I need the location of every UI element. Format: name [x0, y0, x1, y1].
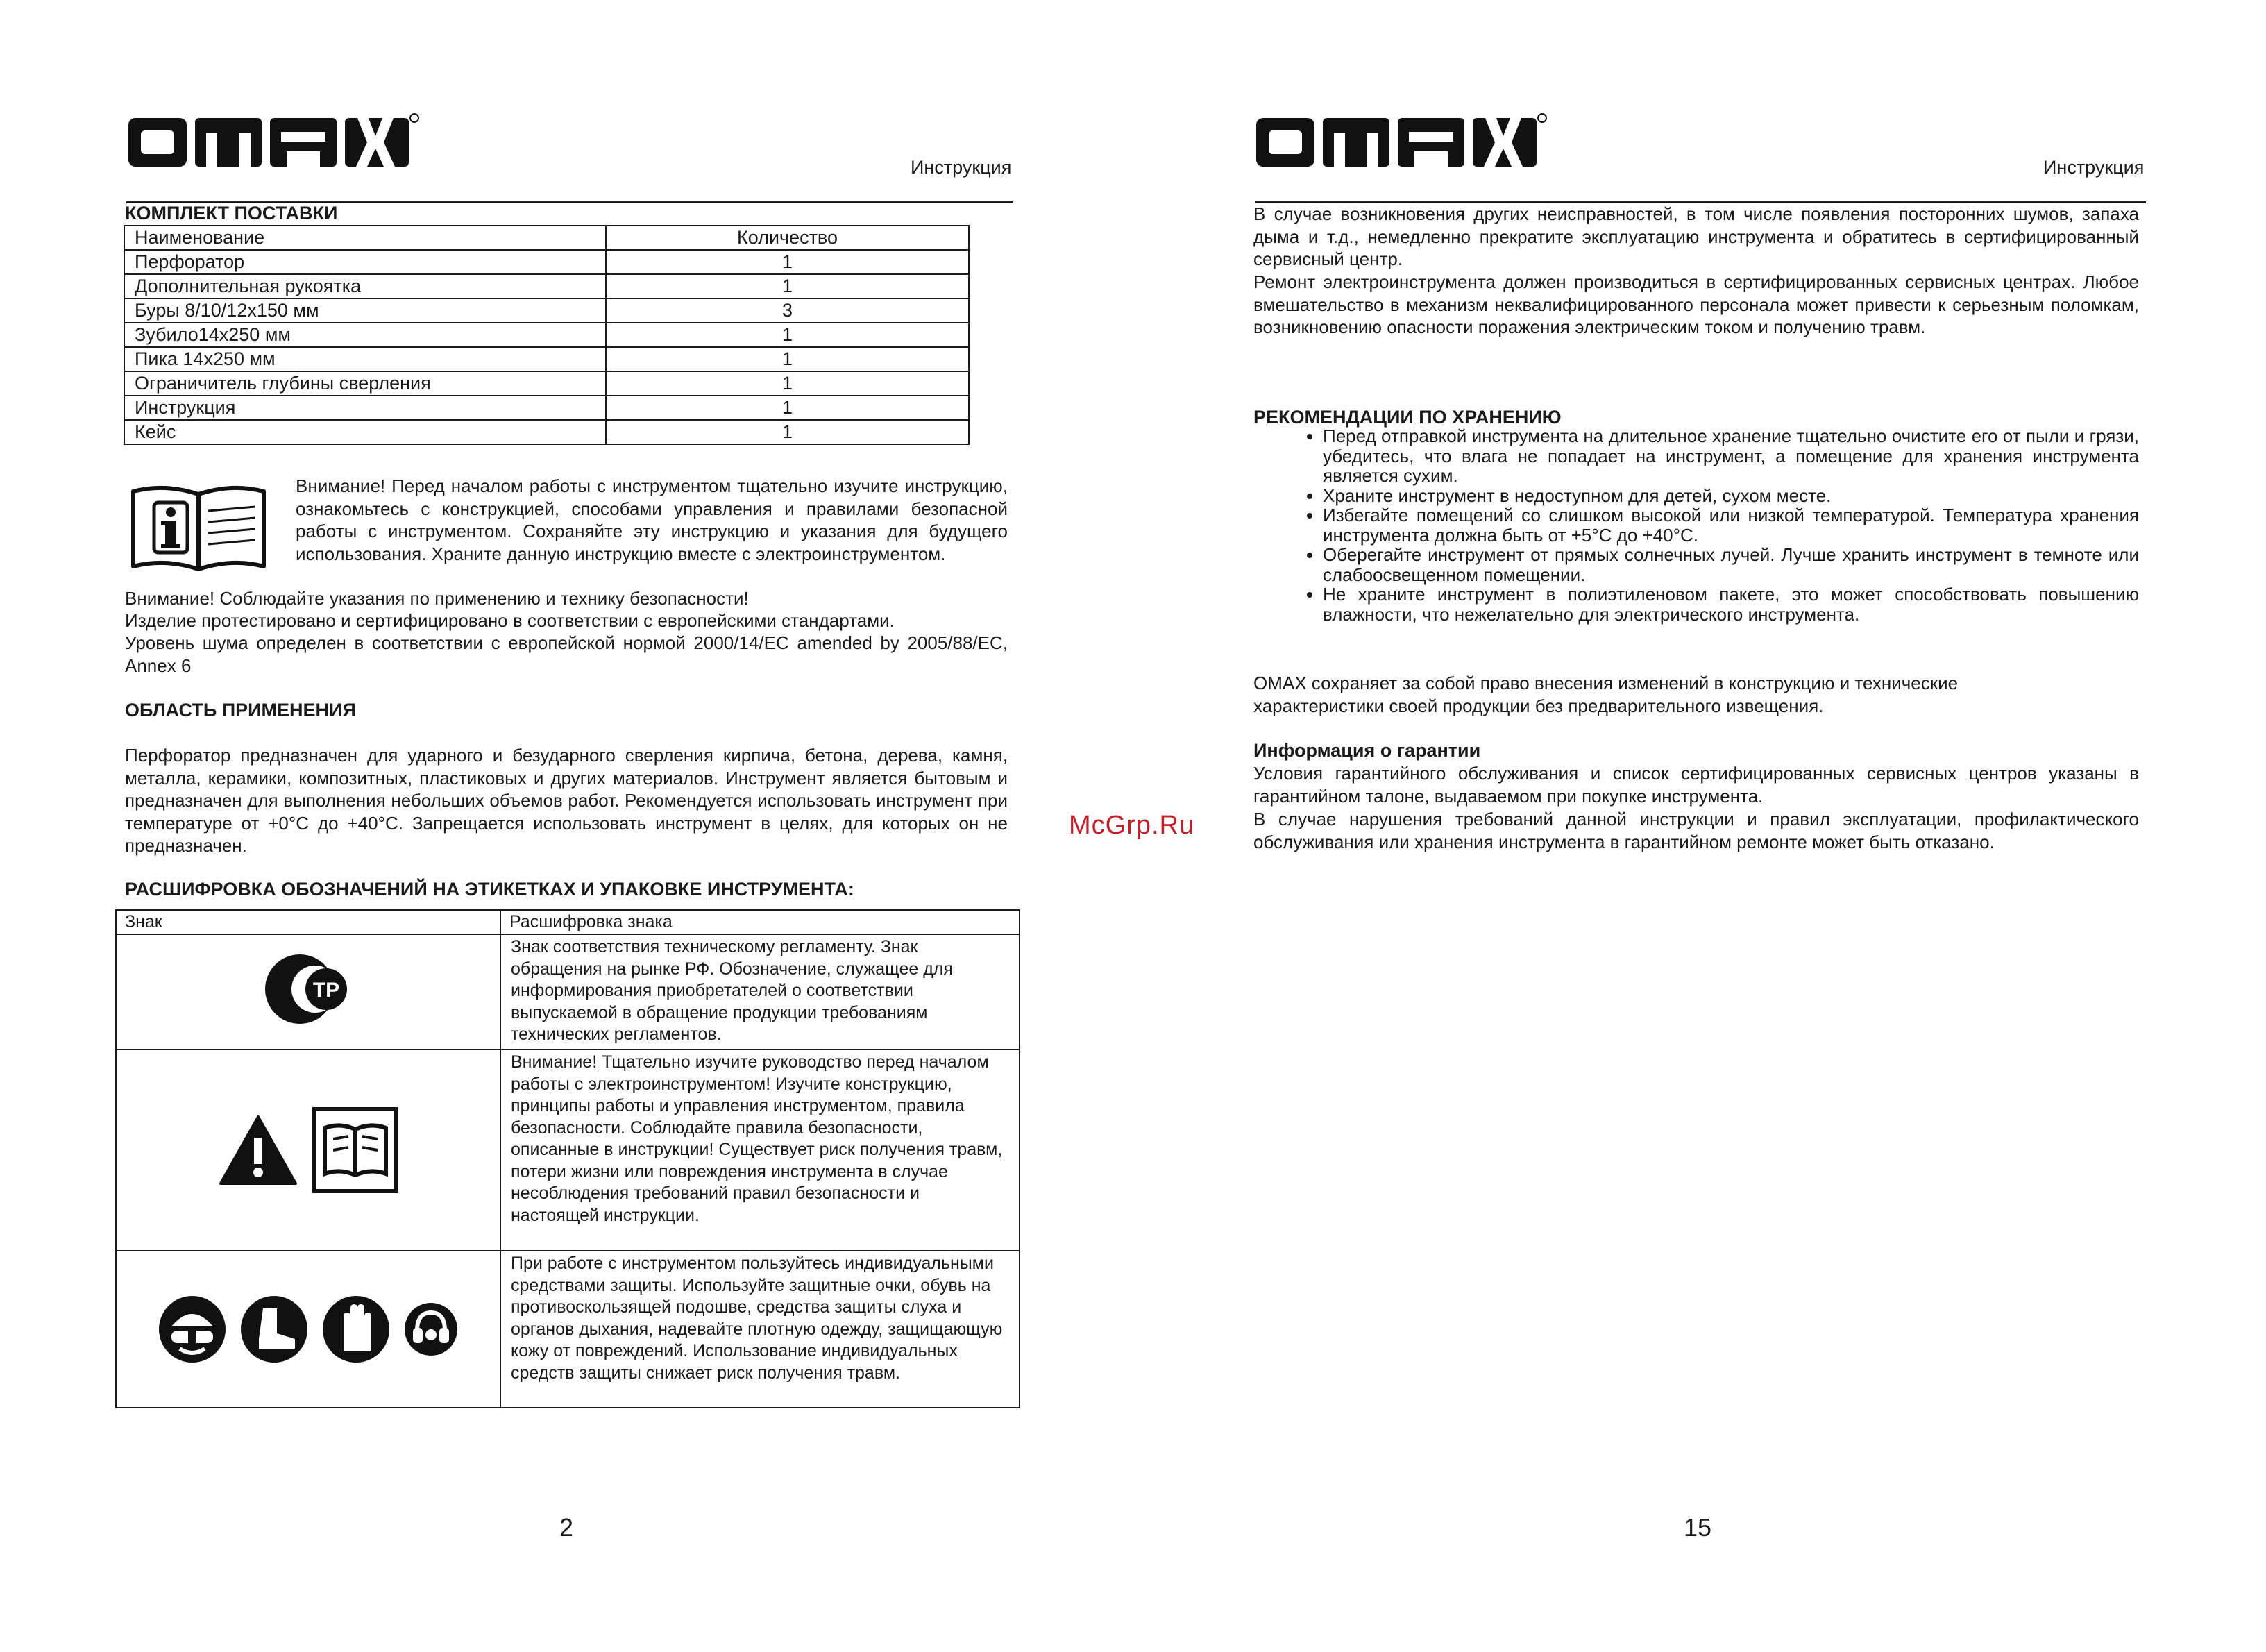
- labels-table: [115, 909, 1020, 1408]
- rights-text: OMAX сохраняет за собой право внесения изменений в конструкцию и технические характеристики своей продукции без предварительного извещения.: [1253, 673, 1959, 716]
- attention-line-1: Внимание! Соблюдайте указания по применению и технику безопасности!: [125, 588, 749, 609]
- faults-text: В случае возникновения других неисправностей, в том числе появления посторонних шумов, запаха дыма и т.д., немедленно прекратите эксплуатацию инструмента и обратитесь в сертифицированный сервисный центр.: [1253, 203, 2139, 269]
- read-manual-icon: [312, 1107, 398, 1193]
- storage-item: • Избегайте помещений со слишком высокой или низкой температурой. Температура хранения инструмента должна быть от +5°С до +40°С.: [1323, 505, 2139, 545]
- kit-row: [124, 323, 969, 347]
- repair-text: Ремонт электроинструмента должен производиться в сертифицированных сервисных центрах. Любое вмешательство в механизм неквалифицированного персонала может привести к серьезным поломкам, возникновению опасности поражения электрическим током и получению травм.: [1253, 271, 2139, 337]
- warranty-text-2: В случае нарушения требований данной инструкции и правил эксплуатации, профилактического обслуживания или хранения инструмента в гарантийном ремонте может быть отказано.: [1253, 809, 2139, 852]
- kit-row: [124, 274, 969, 298]
- ear-protection-icon: [402, 1300, 460, 1358]
- kit-item-qty: 1: [606, 420, 969, 444]
- safety-boot-icon: [238, 1293, 310, 1365]
- scope-title: ОБЛАСТЬ ПРИМЕНЕНИЯ: [125, 700, 356, 720]
- omax-logo: [128, 112, 420, 171]
- storage-list: [1253, 426, 2139, 624]
- kit-header-qty: Количество: [606, 226, 969, 250]
- scope-text: Перфоратор предназначен для ударного и безударного сверления кирпича, бетона, дерева, камня, металла, керамики, композитных, пластиковых и других материалов. Инструмент является бытовым и предназначен для выполнения небольших объемов работ. Рекомендуется использовать инструмент при температуре от +0°С до +40°С. Запрещается использовать инструмент в целях, для которых он не предназначен.: [125, 745, 1008, 856]
- kit-item-name: Перфоратор: [124, 250, 606, 274]
- kit-row: [124, 250, 969, 274]
- kit-item-name: Буры 8/10/12x150 мм: [124, 298, 606, 323]
- labels-desc: При работе с инструментом пользуйтесь индивидуальными средствами защиты. Используйте защитные очки, обувь на противоскользящей подошве, средства защиты слуха и органов дыхания, надевайте плотную одежду, защищающую кожу от повреждений. Использование индивидуальных средств защиты снижает риск получения травм.: [500, 1251, 1020, 1408]
- noise-text: Уровень шума определен в соответствии с европейской нормой 2000/14/EC amended by 2005/88/EC, Annex 6: [125, 632, 1008, 676]
- kit-item-name: Зубило14x250 мм: [124, 323, 606, 347]
- attention-line-2: Изделие протестировано и сертифицировано в соответствии с европейскими стандартами.: [125, 610, 895, 631]
- kit-row: [124, 371, 969, 396]
- eac-tr-text: ТР: [312, 978, 340, 1002]
- kit-item-name: Ограничитель глубины сверления: [124, 371, 606, 396]
- doc-label: Инструкция: [911, 157, 1012, 178]
- storage-item: • Храните инструмент в недоступном для детей, сухом месте.: [1323, 486, 2139, 506]
- labels-icon-cell: [116, 1050, 500, 1251]
- kit-table: [124, 225, 970, 445]
- kit-row: [124, 347, 969, 371]
- kit-item-qty: 3: [606, 298, 969, 323]
- storage-item: • Оберегайте инструмент от прямых солнечных лучей. Лучше хранить инструмент в темноте или слабоосвещенном помещении.: [1323, 545, 2139, 584]
- storage-title: РЕКОМЕНДАЦИИ ПО ХРАНЕНИЮ: [1253, 407, 1562, 428]
- labels-header-sign: Знак: [116, 910, 500, 934]
- page-number-left: 2: [559, 1513, 574, 1542]
- labels-row: [116, 934, 1020, 1050]
- safety-gloves-icon: [320, 1293, 392, 1365]
- omax-logo: [1256, 112, 1548, 171]
- warranty-text-1: Условия гарантийного обслуживания и список сертифицированных сервисных центров указаны в гарантийном талоне, выдаваемом при покупке инструмента.: [1253, 763, 2139, 807]
- labels-header-desc: Расшифровка знака: [500, 910, 1020, 934]
- labels-header-row: [116, 910, 1020, 934]
- info-book-icon: [126, 479, 272, 584]
- kit-item-qty: 1: [606, 347, 969, 371]
- kit-header-row: [124, 226, 969, 250]
- kit-item-name: Пика 14x250 мм: [124, 347, 606, 371]
- labels-desc: Внимание! Тщательно изучите руководство перед началом работы с электроинструментом! Изучите конструкцию, принципы работы и управления инструментом, правила безопасности. Соблюдайте правила безопасности, описанные в инструкции! Существует риск получения травм, потери жизни или повреждения инструмента в случае несоблюдения требований правил безопасности и настоящей инструкции.: [500, 1050, 1020, 1251]
- labels-row: [116, 1050, 1020, 1251]
- labels-icon-cell: [116, 934, 500, 1050]
- kit-row: [124, 396, 969, 420]
- eac-tr-mark-icon: [260, 947, 357, 1031]
- labels-title: РАСШИФРОВКА ОБОЗНАЧЕНИЙ НА ЭТИКЕТКАХ И УПАКОВКЕ ИНСТРУМЕНТА:: [125, 879, 854, 900]
- attention-text: Внимание! Перед началом работы с инструментом тщательно изучите инструкцию, ознакомьтесь с конструкцией, способами управления и правилами безопасной работы с инструментом. Сохраняйте эту инструкцию и указания для будущего использования. Храните данную инструкцию вместе с электроинструментом.: [296, 475, 1008, 564]
- kit-item-qty: 1: [606, 396, 969, 420]
- kit-item-name: Инструкция: [124, 396, 606, 420]
- right-page: [1133, 0, 2266, 1652]
- storage-item: • Не храните инструмент в полиэтиленовом пакете, это может способствовать повышению влажности, что нежелательно для электрического инструмента.: [1323, 584, 2139, 624]
- kit-item-qty: 1: [606, 371, 969, 396]
- goggles-helmet-icon: [156, 1293, 228, 1365]
- labels-desc: Знак соответствия техническому регламенту. Знак обращения на рынке РФ. Обозначение, служащее для информирования приобретателей о соответствии выпускаемой в обращение продукции требованиям технических регламентов.: [500, 934, 1020, 1050]
- kit-item-qty: 1: [606, 250, 969, 274]
- kit-item-name: Кейс: [124, 420, 606, 444]
- labels-icon-cell: [116, 1251, 500, 1408]
- kit-row: [124, 298, 969, 323]
- kit-row: [124, 420, 969, 444]
- watermark: McGrp.Ru: [1069, 811, 1195, 840]
- kit-item-qty: 1: [606, 274, 969, 298]
- doc-label: Инструкция: [2043, 157, 2145, 178]
- kit-header-name: Наименование: [124, 226, 606, 250]
- kit-item-name: Дополнительная рукоятка: [124, 274, 606, 298]
- kit-item-qty: 1: [606, 323, 969, 347]
- warranty-title: Информация о гарантии: [1253, 740, 1481, 761]
- page-number-right: 15: [1684, 1513, 1712, 1542]
- labels-row: [116, 1251, 1020, 1408]
- kit-title: КОМПЛЕКТ ПОСТАВКИ: [125, 203, 338, 224]
- storage-item: • Перед отправкой инструмента на длительное хранение тщательно очистите его от пыли и грязи, убедитесь, что влага не попадает на инструмент, а помещение для хранения инструмента является сухим.: [1323, 426, 2139, 486]
- warning-triangle-icon: [218, 1114, 298, 1186]
